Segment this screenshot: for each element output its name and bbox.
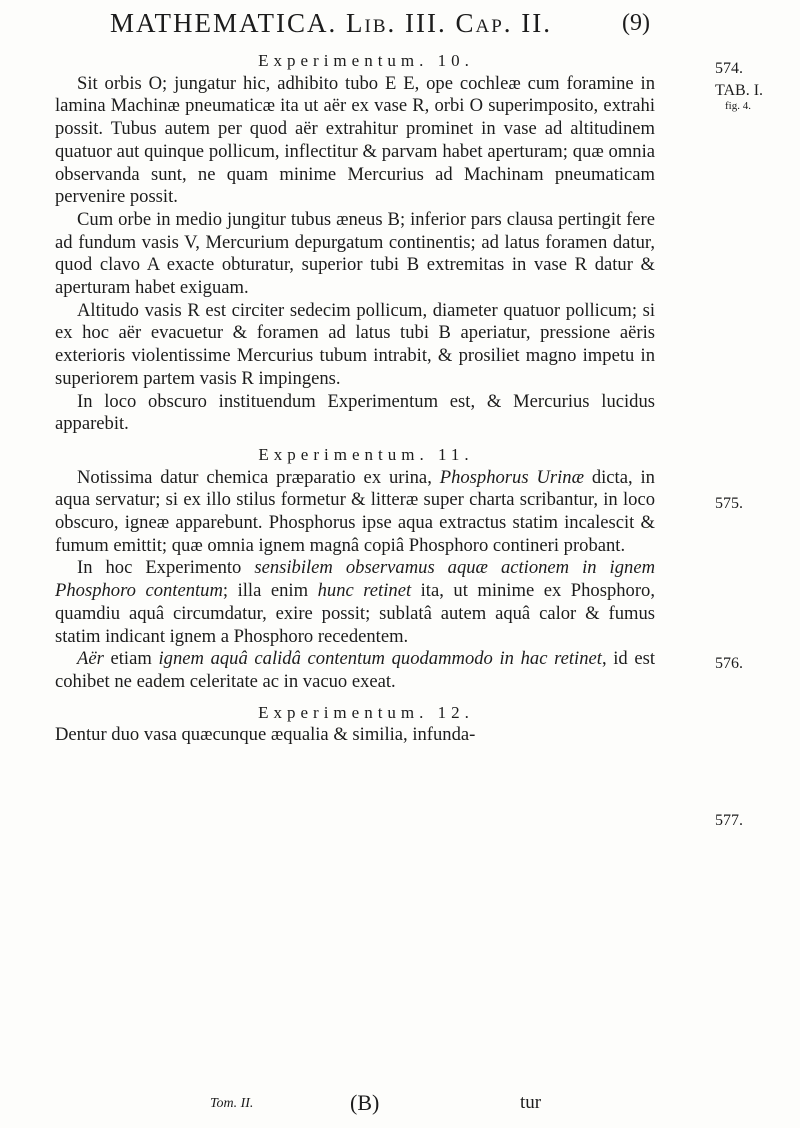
paragraph-6-text-c: ita, ut minime ex Phosphoro, quamdiu aquâ circumdatur, exire possit; sublatâ autem aquâ calor & fumus statim indicant ignem a Phosphoro recedentem.	[55, 580, 655, 647]
volume-label: Tom. II.	[210, 1096, 254, 1111]
paragraph-5-text-a: Notissima datur chemica præparatio ex urina,	[77, 466, 432, 488]
signature-mark: (B)	[350, 1090, 380, 1115]
page-header	[110, 8, 650, 48]
paragraph-6-text-b: ; illa enim	[222, 580, 309, 602]
paragraph-7-text-b: etiam	[110, 648, 152, 670]
margin-note-fig: fig. 4.	[725, 100, 751, 112]
paragraph-7-italic: ignem aquâ calidâ contentum quodammodo in hac retinet	[158, 648, 602, 670]
paragraph-8: Dentur duo vasa quæcunque æqualia & similia, infunda-	[55, 724, 476, 746]
margin-note-575: 575.	[715, 495, 743, 512]
paragraph-5-text-b: dicta, in aqua servatur; si ex illo stilus formetur & litteræ super charta scribantur, in loco obscuro, igneæ apparebunt. Phosphorus ipse aqua extractus statim incalescit & fumum emittit; quæ omnia ignem magnâ copiâ Phosphoro contineri probant.	[55, 466, 655, 556]
margin-note-tab-text: TAB. I.	[715, 82, 764, 99]
page-footer	[100, 1090, 660, 1124]
paragraph-2: Cum orbe in medio jungitur tubus æneus B; inferior pars clausa pertingit fere ad fundum vasis V, Mercurium depurgatum continentis; ad latus foramen datur, quod clavo A exacte obturatur, superior tubi B extremitas in vase R datur & aperturam habet exiguam.	[55, 208, 655, 299]
margin-note-tab	[715, 82, 763, 112]
paragraph-6-italic-2: hunc retinet	[317, 580, 412, 602]
experiment-heading-10: Experimentum. 10.	[258, 51, 474, 70]
paragraph-3: Altitudo vasis R est circiter sedecim pollicum, diameter quatuor pollicum; si ex hoc aër evacuetur & foramen ad latus tubi B aperiatur, pressione aëris exterioris violentissime Mercurius tubum intrabit, & prosiliet magno impetu in superiorem partem vasis R impingens.	[55, 299, 655, 389]
paragraph-4: In loco obscuro instituendum Experimentum est, & Mercurius lucidus apparebit.	[55, 390, 655, 435]
paragraph-7-text-c: , id est cohibet ne eadem celeritate ac in vacuo exeat.	[55, 648, 655, 692]
text-column	[55, 50, 655, 747]
paragraph-6	[55, 557, 655, 648]
margin-note-574: 574.	[715, 60, 743, 77]
margin-note-577: 577.	[715, 812, 743, 829]
experiment-heading-11: Experimentum. 11.	[258, 444, 474, 464]
paragraph-7	[55, 648, 655, 693]
paragraph-6-text-a: In hoc Experimento	[77, 557, 242, 579]
paragraph-1: Sit orbis O; jungatur hic, adhibito tubo E E, ope cochleæ cum foramine in lamina Machinæ pneumaticæ ita ut aër ex vase R, orbi O superimposito, extrahi possit. Tubus autem per quod aër extrahitur prominet in vase ad altitudinem quatuor aut quinque pollicum, inflectitur & parvam habet aperturam; quæ omnia observanda sunt, ne quam minime Mercurius ad Machinam pneumaticam pervenire possit.	[55, 72, 655, 208]
page-number: (9)	[622, 10, 650, 36]
experiment-heading-12: Experimentum. 12.	[258, 702, 474, 722]
paragraph-5-italic: Phosphorus Urinæ	[439, 466, 584, 488]
catchword: tur	[520, 1092, 542, 1113]
paragraph-6-italic-1: sensibilem observamus aquæ actionem in ignem Phosphoro contentum	[55, 557, 655, 602]
running-head: MATHEMATICA. Lib. III. Cap. II.	[110, 8, 552, 38]
margin-note-576: 576.	[715, 655, 743, 672]
paragraph-7-italic-aer: Aër	[77, 648, 104, 670]
paragraph-5	[55, 467, 655, 558]
